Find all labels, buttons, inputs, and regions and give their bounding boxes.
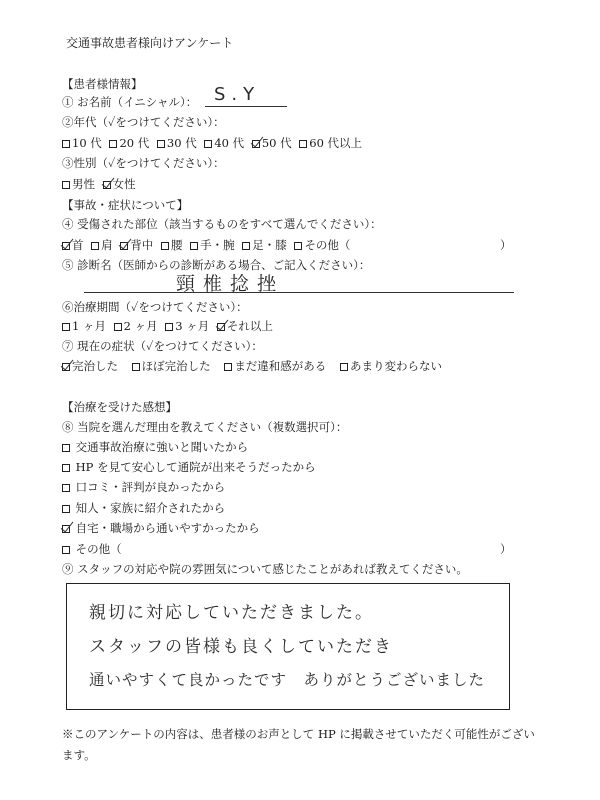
symptom-option-still-discomfort[interactable]: まだ違和感がある — [224, 359, 326, 373]
checkbox[interactable] — [62, 464, 70, 472]
patient-info-header: 【患者様情報】 — [62, 77, 143, 91]
diagnosis-underline — [84, 292, 514, 293]
checkbox[interactable] — [242, 242, 250, 250]
current-symptom-label: ⑦ 現在の症状（✓をつけてください）： — [62, 339, 263, 353]
checkbox[interactable] — [294, 242, 302, 250]
age-option-50s[interactable]: 50 代 — [252, 136, 292, 150]
reason-option-strong-in-accident[interactable]: 交通事故治療に強いと聞いたから — [62, 439, 248, 455]
symptom-option-fully-healed[interactable]: 完治した — [62, 359, 118, 373]
page-title: 交通事故患者様向けアンケート — [66, 36, 234, 50]
gender-option-male[interactable]: 男性 — [62, 177, 95, 191]
age-label: ②年代（✓をつけてください）： — [62, 115, 225, 129]
period-option-more[interactable]: それ以上 — [217, 319, 273, 333]
diagnosis-label: ⑤ 診断名（医師からの診断がある場合、ご記入ください）： — [62, 258, 371, 272]
injury-site-label: ④ 受傷された部位（該当するものをすべて選んでください）： — [62, 217, 382, 231]
site-option-neck[interactable]: 首 — [62, 238, 84, 252]
checkbox-checked[interactable] — [252, 140, 260, 148]
diagnosis-value[interactable]: 頸椎捻挫 — [176, 273, 285, 295]
comment-line-2: スタッフの皆様も良くしていただき — [89, 637, 393, 657]
reason-other-close: ） — [500, 542, 512, 556]
age-option-10s[interactable]: 10 代 — [62, 136, 102, 150]
treatment-period-options — [62, 318, 277, 334]
checkbox[interactable] — [62, 505, 70, 513]
checkbox[interactable] — [340, 363, 348, 371]
period-option-2-months[interactable]: 2 ヶ月 — [114, 319, 158, 333]
period-option-1-month[interactable]: 1 ヶ月 — [62, 319, 106, 333]
checkbox[interactable] — [157, 140, 165, 148]
age-option-20s[interactable]: 20 代 — [109, 136, 149, 150]
age-option-30s[interactable]: 30 代 — [157, 136, 197, 150]
checkbox-checked[interactable] — [217, 323, 225, 331]
period-option-3-months[interactable]: 3 ヶ月 — [165, 319, 209, 333]
impressions-header: 【治療を受けた感想】 — [62, 400, 177, 414]
site-option-other[interactable]: その他（ — [294, 238, 350, 252]
reason-option-referral[interactable]: 知人・家族に紹介されたから — [62, 500, 225, 516]
name-underline — [205, 106, 287, 107]
comment-line-1: 親切に対応していただきました。 — [89, 603, 374, 623]
checkbox[interactable] — [109, 140, 117, 148]
reason-option-convenient-location[interactable]: 自宅・職場から通いやすかったから — [62, 520, 260, 536]
gender-options — [62, 176, 140, 192]
reason-option-other[interactable]: その他（ — [62, 541, 122, 557]
site-option-shoulder[interactable]: 肩 — [91, 238, 113, 252]
symptom-option-no-change[interactable]: あまり変わらない — [340, 359, 442, 373]
injury-site-options — [62, 237, 354, 253]
checkbox[interactable] — [62, 546, 70, 554]
name-value[interactable]: S.Y — [214, 84, 261, 105]
checkbox-checked[interactable] — [103, 181, 111, 189]
treatment-period-label: ⑥治療期間（✓をつけてください）： — [62, 300, 248, 314]
checkbox[interactable] — [62, 444, 70, 452]
comment-label: ⑨ スタッフの対応や院の雰囲気について感じたことがあれば教えてください。 — [62, 562, 468, 576]
checkbox[interactable] — [224, 363, 232, 371]
site-other-close: ） — [500, 238, 512, 252]
current-symptom-options — [62, 358, 446, 374]
comment-line-3: 通いやすくて良かったです ありがとうございました — [89, 671, 486, 689]
site-option-hand-arm[interactable]: 手・腕 — [190, 238, 235, 252]
name-label: ① お名前（イニシャル）： — [62, 95, 198, 109]
checkbox-checked[interactable] — [62, 525, 70, 533]
checkbox[interactable] — [161, 242, 169, 250]
checkbox[interactable] — [62, 484, 70, 492]
reason-option-reviews[interactable]: 口コミ・評判が良かったから — [62, 479, 225, 495]
age-option-40s[interactable]: 40 代 — [204, 136, 244, 150]
checkbox[interactable] — [132, 363, 140, 371]
checkbox[interactable] — [114, 323, 122, 331]
site-option-leg-knee[interactable]: 足・膝 — [242, 238, 287, 252]
checkbox[interactable] — [62, 140, 70, 148]
age-options — [62, 135, 366, 151]
reason-option-homepage[interactable]: HP を見て安心して通院が出来そうだったから — [62, 459, 316, 475]
symptom-option-almost-healed[interactable]: ほぼ完治した — [132, 359, 211, 373]
checkbox[interactable] — [62, 323, 70, 331]
checkbox-checked[interactable] — [62, 363, 70, 371]
gender-label: ③性別（✓をつけてください）： — [62, 156, 225, 170]
reason-label: ⑧ 当院を選んだ理由を教えてください（複数選択可）： — [62, 420, 348, 434]
site-option-lower-back[interactable]: 腰 — [161, 238, 183, 252]
comment-box[interactable] — [66, 583, 510, 710]
checkbox[interactable] — [91, 242, 99, 250]
footer-note: ※このアンケートの内容は、患者様のお声として HP に掲載させていただく可能性がございます。 — [62, 727, 535, 762]
checkbox[interactable] — [190, 242, 198, 250]
age-option-60s-plus[interactable]: 60 代以上 — [299, 136, 362, 150]
checkbox-checked[interactable] — [120, 242, 128, 250]
accident-header: 【事故・症状について】 — [62, 198, 189, 212]
checkbox[interactable] — [299, 140, 307, 148]
checkbox[interactable] — [62, 181, 70, 189]
checkbox[interactable] — [165, 323, 173, 331]
checkbox[interactable] — [204, 140, 212, 148]
site-option-back[interactable]: 背中 — [120, 238, 153, 252]
checkbox-checked[interactable] — [62, 242, 70, 250]
gender-option-female[interactable]: 女性 — [103, 177, 136, 191]
